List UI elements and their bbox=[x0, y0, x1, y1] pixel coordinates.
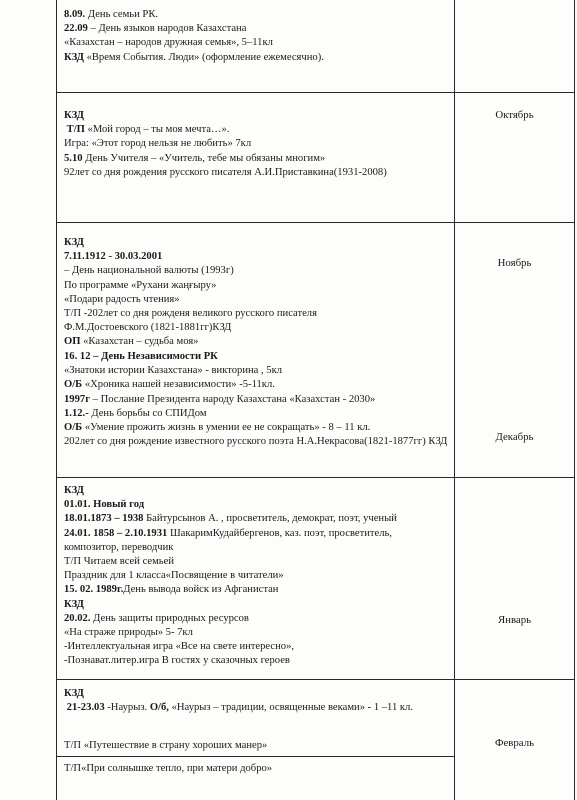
event-line: Игра: «Этот город нельзя не любить» 7кл bbox=[64, 138, 252, 150]
event-line: 92лет со дня рождения русского писателя А.И.Приставкина(1931-2008) bbox=[64, 166, 387, 178]
event-line: -Интеллектуальная игра «Все на свете интересно», bbox=[64, 641, 295, 653]
month-november: Ноябрь bbox=[497, 257, 532, 269]
november-events bbox=[64, 236, 452, 350]
table-left-border bbox=[56, 0, 57, 800]
event-line: Т/П «Мой город – ты моя мечта…». bbox=[66, 124, 230, 136]
event-line: «Подари радость чтения» bbox=[64, 293, 180, 305]
row-divider bbox=[56, 92, 574, 93]
february-events-3 bbox=[64, 762, 452, 776]
event-line: 1997г – Послание Президента народу Казахстана «Казахстан - 2030» bbox=[64, 393, 376, 405]
row-divider bbox=[56, 756, 454, 757]
event-line: 8.09. День семьи РК. bbox=[64, 9, 159, 20]
row-divider bbox=[56, 222, 574, 223]
month-february: Февраль bbox=[494, 737, 535, 749]
kzd-heading: КЗД bbox=[64, 688, 84, 699]
event-line: О/Б «Умение прожить жизнь в умении ее не сокращать» - 8 – 11 кл. bbox=[64, 422, 371, 434]
month-december: Декабрь bbox=[495, 431, 534, 443]
row-divider bbox=[56, 679, 574, 680]
kzd-heading: КЗД bbox=[64, 110, 84, 121]
january-events bbox=[64, 484, 452, 669]
event-line: Т/П -202лет со дня рожденя великого русского писателя bbox=[64, 308, 317, 320]
december-events bbox=[64, 350, 452, 449]
event-line: Т/П «Путешествие в страну хороших манер» bbox=[64, 740, 268, 751]
event-line: О/Б «Хроника нашей независимости» -5-11кл. bbox=[64, 379, 275, 391]
event-line: 15. 02. 1989г.День вывода войск из Афганистан bbox=[64, 584, 279, 596]
event-line: «На страже природы» 5- 7кл bbox=[64, 627, 193, 639]
event-line: композитор, переводчик bbox=[64, 541, 174, 553]
february-events-2 bbox=[64, 739, 452, 753]
october-events bbox=[64, 109, 452, 180]
event-line: 16. 12 – День Независимости РК bbox=[64, 351, 218, 362]
event-line: 202лет со дня рождение известного русского поэта Н.А.Некрасова(1821-1877гг) КЗД bbox=[64, 436, 448, 448]
kzd-heading: КЗД bbox=[64, 598, 84, 610]
event-line: 18.01.1873 – 1938 Байтурсынов А. , просветитель, демократ, поэт, ученый bbox=[64, 513, 397, 525]
event-line: 21-23.03 -Наурыз. О/б, «Наурыз – традиции, освященные веками» - 1 –11 кл. bbox=[66, 702, 413, 714]
kzd-heading: КЗД bbox=[64, 237, 84, 248]
month-october: Октябрь bbox=[495, 109, 534, 121]
row-divider bbox=[56, 477, 574, 478]
event-line: 24.01. 1858 – 2.10.1931 ШакаримКудайбергенов, каз. поэт, просветитель, bbox=[64, 527, 392, 539]
event-line: 7.11.1912 - 30.03.2001 bbox=[64, 251, 163, 263]
september-events bbox=[64, 8, 452, 65]
event-line: Т/П Читаем всей семьей bbox=[64, 556, 175, 568]
event-line: «Казахстан – народов дружная семья», 5–11кл bbox=[64, 37, 273, 49]
month-january: Январь bbox=[497, 614, 532, 626]
event-line: 20.02. День защиты природных ресурсов bbox=[64, 612, 249, 624]
february-events bbox=[64, 687, 452, 715]
kzd-heading: КЗД bbox=[64, 485, 84, 496]
event-line: – День национальной валюты (1993г) bbox=[64, 265, 234, 277]
event-line: ОП «Казахстан – судьба моя» bbox=[64, 336, 199, 348]
event-line: 1.12.- День борьбы со СПИДом bbox=[64, 407, 207, 419]
event-line: Т/П«При солнышке тепло, при матери добро» bbox=[64, 763, 273, 774]
event-line: Ф.М.Достоевского (1821-1881гг)КЗД bbox=[64, 322, 232, 334]
event-line: 22.09 – День языков народов Казахстана bbox=[64, 23, 247, 35]
event-line: «Знатоки истории Казахстана» - викторина , 5кл bbox=[64, 365, 283, 377]
event-line: 01.01. Новый год bbox=[64, 499, 145, 511]
event-line: -Познават.литер.игра В гостях у сказочных героев bbox=[64, 655, 290, 667]
event-line: Праздник для 1 класса«Посвящение в читатели» bbox=[64, 570, 284, 582]
event-line: По программе «Рухани жаңғыру» bbox=[64, 279, 217, 291]
table-right-border bbox=[574, 0, 575, 800]
event-line: 5.10 День Учителя – «Учитель, тебе мы обязаны многим» bbox=[64, 152, 326, 164]
event-line: КЗД «Время События. Люди» (оформление ежемесячно). bbox=[64, 51, 324, 63]
